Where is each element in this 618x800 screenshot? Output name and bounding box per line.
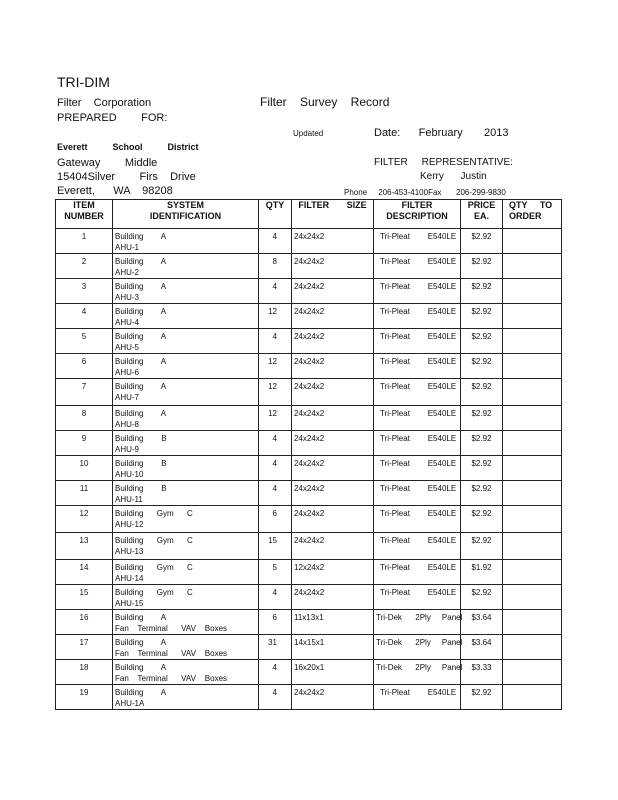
- table-row: [56, 431, 562, 456]
- filter-size-cell: 24x24x2: [292, 354, 374, 379]
- qty-cell: 12: [259, 379, 292, 406]
- company-corporation: Filter Corporation: [57, 97, 152, 109]
- filter-description-cell: Tri-Pleat E540LE: [374, 481, 461, 506]
- item-number-cell: 16: [56, 610, 113, 635]
- system-id-cell: Building A Fan Terminal VAV Boxes: [113, 635, 259, 660]
- system-id-cell: Building Gym C AHU-15: [113, 585, 259, 610]
- system-id-cell: Building A Fan Terminal VAV Boxes: [113, 610, 259, 635]
- qty-cell: 12: [259, 406, 292, 431]
- company-name: TRI-DIM: [57, 74, 110, 90]
- filter-survey-table: [55, 199, 562, 710]
- site-address: 15404Silver Firs Drive: [57, 171, 196, 183]
- price-cell: $2.92: [461, 533, 503, 560]
- price-cell: $2.92: [461, 685, 503, 710]
- col-qty: QTY: [259, 200, 292, 229]
- qty-cell: 12: [259, 304, 292, 329]
- system-id-cell: Building A AHU-3: [113, 279, 259, 304]
- phone-fax-label: Phone 206-453-4100Fax: [344, 188, 442, 197]
- item-number-cell: 4: [56, 304, 113, 329]
- qty-to-order-cell: [503, 533, 562, 560]
- filter-rep-label: FILTER REPRESENTATIVE:: [374, 157, 513, 168]
- date-label: Date: February 2013: [374, 127, 509, 139]
- table-row: [56, 406, 562, 431]
- filter-description-cell: Tri-Pleat E540LE: [374, 456, 461, 481]
- qty-to-order-cell: [503, 660, 562, 685]
- filter-rep-name: Kerry Justin: [420, 171, 487, 182]
- table-row: [56, 585, 562, 610]
- system-id-cell: Building A AHU-2: [113, 254, 259, 279]
- system-id-cell: Building A AHU-1: [113, 229, 259, 254]
- price-cell: $2.92: [461, 254, 503, 279]
- col-filter-description: FILTER DESCRIPTION: [374, 200, 461, 229]
- filter-size-cell: 24x24x2: [292, 254, 374, 279]
- table-row: [56, 379, 562, 406]
- price-cell: $2.92: [461, 329, 503, 354]
- system-id-cell: Building A AHU-1A: [113, 685, 259, 710]
- filter-size-cell: 12x24x2: [292, 560, 374, 585]
- filter-size-cell: 24x24x2: [292, 406, 374, 431]
- qty-to-order-cell: [503, 229, 562, 254]
- filter-description-cell: Tri-Dek 2Ply Panel: [374, 610, 461, 635]
- qty-to-order-cell: [503, 406, 562, 431]
- table-row: [56, 229, 562, 254]
- price-cell: $2.92: [461, 354, 503, 379]
- filter-description-cell: Tri-Pleat E540LE: [374, 279, 461, 304]
- table-row: [56, 329, 562, 354]
- qty-to-order-cell: [503, 610, 562, 635]
- filter-size-cell: 16x20x1: [292, 660, 374, 685]
- col-item-number: ITEM NUMBER: [56, 200, 113, 229]
- price-cell: $2.92: [461, 481, 503, 506]
- qty-cell: 6: [259, 506, 292, 533]
- col-filter-size: FILTER SIZE: [292, 200, 374, 229]
- qty-cell: 4: [259, 431, 292, 456]
- filter-size-cell: 24x24x2: [292, 685, 374, 710]
- qty-cell: 4: [259, 229, 292, 254]
- system-id-cell: Building A AHU-6: [113, 354, 259, 379]
- qty-cell: 5: [259, 560, 292, 585]
- system-id-cell: Building B AHU-11: [113, 481, 259, 506]
- price-cell: $1.92: [461, 560, 503, 585]
- qty-cell: 4: [259, 456, 292, 481]
- filter-description-cell: Tri-Dek 2Ply Panel: [374, 660, 461, 685]
- filter-size-cell: 24x24x2: [292, 456, 374, 481]
- filter-size-cell: 24x24x2: [292, 329, 374, 354]
- filter-description-cell: Tri-Pleat E540LE: [374, 533, 461, 560]
- filter-description-cell: Tri-Pleat E540LE: [374, 431, 461, 456]
- item-number-cell: 11: [56, 481, 113, 506]
- col-price-each: PRICE EA.: [461, 200, 503, 229]
- item-number-cell: 13: [56, 533, 113, 560]
- price-cell: $2.92: [461, 456, 503, 481]
- system-id-cell: Building Gym C AHU-14: [113, 560, 259, 585]
- qty-cell: 4: [259, 279, 292, 304]
- table-row: [56, 560, 562, 585]
- item-number-cell: 2: [56, 254, 113, 279]
- qty-cell: 4: [259, 660, 292, 685]
- qty-cell: 4: [259, 481, 292, 506]
- qty-to-order-cell: [503, 481, 562, 506]
- item-number-cell: 6: [56, 354, 113, 379]
- price-cell: $2.92: [461, 406, 503, 431]
- qty-to-order-cell: [503, 506, 562, 533]
- system-id-cell: Building A AHU-4: [113, 304, 259, 329]
- item-number-cell: 1: [56, 229, 113, 254]
- page-title: Filter Survey Record: [260, 95, 390, 109]
- qty-to-order-cell: [503, 585, 562, 610]
- table-header-row: [56, 200, 562, 229]
- fax-number: 206-299-9830: [456, 188, 506, 197]
- qty-to-order-cell: [503, 685, 562, 710]
- system-id-cell: Building A AHU-5: [113, 329, 259, 354]
- table-row: [56, 685, 562, 710]
- price-cell: $2.92: [461, 304, 503, 329]
- filter-size-cell: 24x24x2: [292, 279, 374, 304]
- filter-size-cell: 24x24x2: [292, 431, 374, 456]
- site-city: Everett, WA 98208: [57, 185, 173, 197]
- qty-to-order-cell: [503, 379, 562, 406]
- qty-to-order-cell: [503, 279, 562, 304]
- qty-to-order-cell: [503, 456, 562, 481]
- price-cell: $3.33: [461, 660, 503, 685]
- item-number-cell: 12: [56, 506, 113, 533]
- qty-cell: 12: [259, 354, 292, 379]
- item-number-cell: 8: [56, 406, 113, 431]
- system-id-cell: Building A AHU-7: [113, 379, 259, 406]
- price-cell: $2.92: [461, 279, 503, 304]
- filter-description-cell: Tri-Pleat E540LE: [374, 379, 461, 406]
- table-row: [56, 254, 562, 279]
- updated-label: Updated: [293, 129, 324, 138]
- price-cell: $2.92: [461, 585, 503, 610]
- filter-description-cell: Tri-Pleat E540LE: [374, 685, 461, 710]
- filter-size-cell: 24x24x2: [292, 481, 374, 506]
- filter-description-cell: Tri-Pleat E540LE: [374, 254, 461, 279]
- item-number-cell: 19: [56, 685, 113, 710]
- price-cell: $3.64: [461, 635, 503, 660]
- price-cell: $2.92: [461, 431, 503, 456]
- table-row: [56, 456, 562, 481]
- item-number-cell: 5: [56, 329, 113, 354]
- table-row: [56, 660, 562, 685]
- table-row: [56, 533, 562, 560]
- col-system-identification: SYSTEM IDENTIFICATION: [113, 200, 259, 229]
- qty-to-order-cell: [503, 329, 562, 354]
- qty-cell: 8: [259, 254, 292, 279]
- table-row: [56, 481, 562, 506]
- qty-cell: 6: [259, 610, 292, 635]
- filter-description-cell: Tri-Pleat E540LE: [374, 560, 461, 585]
- item-number-cell: 15: [56, 585, 113, 610]
- item-number-cell: 7: [56, 379, 113, 406]
- qty-cell: 4: [259, 685, 292, 710]
- client-name: Everett School District: [57, 142, 199, 152]
- system-id-cell: Building B AHU-9: [113, 431, 259, 456]
- system-id-cell: Building A AHU-8: [113, 406, 259, 431]
- filter-description-cell: Tri-Pleat E540LE: [374, 329, 461, 354]
- qty-cell: 31: [259, 635, 292, 660]
- filter-size-cell: 14x15x1: [292, 635, 374, 660]
- system-id-cell: Building Gym C AHU-12: [113, 506, 259, 533]
- site-name: Gateway Middle: [57, 157, 158, 169]
- filter-size-cell: 24x24x2: [292, 379, 374, 406]
- qty-to-order-cell: [503, 254, 562, 279]
- filter-size-cell: 24x24x2: [292, 229, 374, 254]
- prepared-for-label: PREPARED FOR:: [57, 112, 168, 124]
- qty-cell: 4: [259, 585, 292, 610]
- qty-to-order-cell: [503, 304, 562, 329]
- qty-cell: 4: [259, 329, 292, 354]
- filter-size-cell: 11x13x1: [292, 610, 374, 635]
- qty-cell: 15: [259, 533, 292, 560]
- item-number-cell: 10: [56, 456, 113, 481]
- table-row: [56, 610, 562, 635]
- item-number-cell: 3: [56, 279, 113, 304]
- item-number-cell: 9: [56, 431, 113, 456]
- filter-description-cell: Tri-Pleat E540LE: [374, 406, 461, 431]
- filter-description-cell: Tri-Pleat E540LE: [374, 354, 461, 379]
- item-number-cell: 18: [56, 660, 113, 685]
- price-cell: $2.92: [461, 229, 503, 254]
- table-row: [56, 304, 562, 329]
- system-id-cell: Building A Fan Terminal VAV Boxes: [113, 660, 259, 685]
- filter-size-cell: 24x24x2: [292, 585, 374, 610]
- filter-description-cell: Tri-Pleat E540LE: [374, 506, 461, 533]
- filter-description-cell: Tri-Pleat E540LE: [374, 229, 461, 254]
- filter-size-cell: 24x24x2: [292, 506, 374, 533]
- qty-to-order-cell: [503, 560, 562, 585]
- table-row: [56, 635, 562, 660]
- filter-description-cell: Tri-Pleat E540LE: [374, 585, 461, 610]
- filter-description-cell: Tri-Pleat E540LE: [374, 304, 461, 329]
- system-id-cell: Building B AHU-10: [113, 456, 259, 481]
- table-row: [56, 279, 562, 304]
- filter-description-cell: Tri-Dek 2Ply Panel: [374, 635, 461, 660]
- qty-to-order-cell: [503, 354, 562, 379]
- table-row: [56, 354, 562, 379]
- price-cell: $3.64: [461, 610, 503, 635]
- col-qty-to-order: QTY TO ORDER: [503, 200, 562, 229]
- filter-size-cell: 24x24x2: [292, 304, 374, 329]
- filter-size-cell: 24x24x2: [292, 533, 374, 560]
- qty-to-order-cell: [503, 431, 562, 456]
- qty-to-order-cell: [503, 635, 562, 660]
- table-row: [56, 506, 562, 533]
- item-number-cell: 17: [56, 635, 113, 660]
- item-number-cell: 14: [56, 560, 113, 585]
- price-cell: $2.92: [461, 506, 503, 533]
- price-cell: $2.92: [461, 379, 503, 406]
- system-id-cell: Building Gym C AHU-13: [113, 533, 259, 560]
